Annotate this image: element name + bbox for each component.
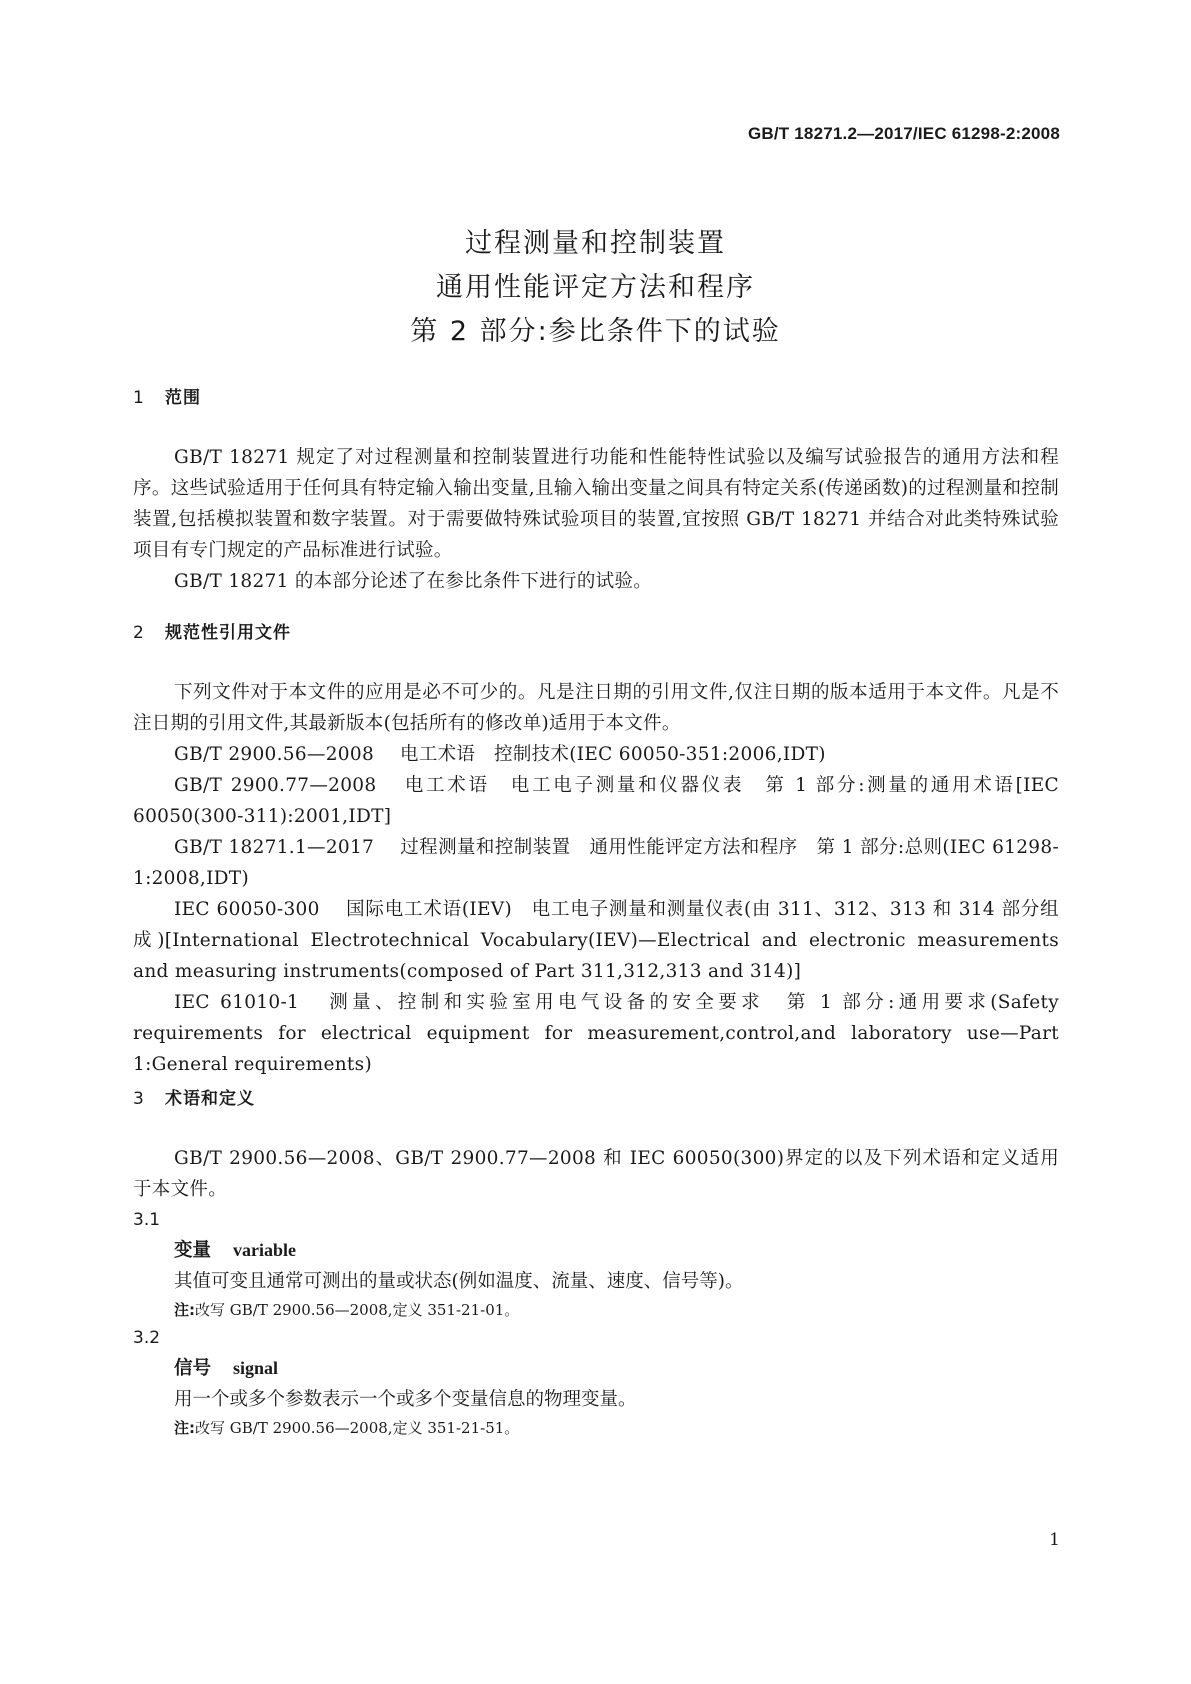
reference-code: GB/T 18271.1—2017: [174, 837, 375, 858]
reference-code: IEC 60050-300: [174, 899, 320, 920]
term-heading: [133, 1353, 1059, 1384]
standard-code: GB/T 18271.2—2017/IEC 61298-2:2008: [747, 124, 1060, 143]
page-number: 1: [1049, 1530, 1060, 1550]
note-text: 改写 GB/T 2900.56—2008,定义 351-21-01。: [195, 1301, 520, 1319]
reference-code: GB/T 2900.56—2008: [174, 744, 375, 765]
section-3-intro: GB/T 2900.56—2008、GB/T 2900.77—2008 和 IEC 60050(300)界定的以及下列术语和定义适用于本文件。: [133, 1148, 1059, 1200]
section-2-heading: [133, 618, 1059, 643]
title-line-2: 通用性能评定方法和程序: [436, 272, 755, 303]
term-definition: 其值可变且通常可测出的量或状态(例如温度、流量、速度、信号等)。: [174, 1271, 744, 1292]
reference-code: GB/T 2900.77—2008: [174, 775, 377, 796]
title-line-3: 第 2 部分:参比条件下的试验: [410, 316, 781, 347]
reference-text: 测量、控制和实验室用电气设备的安全要求 第 1 部分:通用要求(Safety requirements for electrical equipment for measurement,control,and laboratory use—Part 1:General requirements): [133, 992, 1059, 1075]
term-cn: 信号: [174, 1358, 212, 1379]
reference-item: [133, 770, 1059, 832]
section-1: [133, 383, 1059, 597]
term-definition: 用一个或多个参数表示一个或多个变量信息的物理变量。: [174, 1389, 637, 1410]
term-heading: [133, 1235, 1059, 1266]
term-number: 3.2: [133, 1328, 161, 1348]
section-3: [133, 1084, 1059, 1441]
section-3-title: 术语和定义: [165, 1089, 255, 1109]
section-2: [133, 618, 1059, 1080]
note-label: 注:: [174, 1301, 195, 1319]
reference-text: 国际电工术语(IEV) 电工电子测量和测量仪表(由 311、312、313 和 314 部分组成)[International Electrotechnical Vocabulary(IEV)—Electrical and electronic measurements and measuring instruments(composed of Part 311,312,313 and 314)]: [133, 899, 1059, 982]
reference-item: [133, 832, 1059, 894]
section-1-heading: [133, 383, 1059, 408]
section-1-paragraph: GB/T 18271 规定了对过程测量和控制装置进行功能和性能特性试验以及编写试验报告的通用方法和程序。这些试验适用于任何具有特定输入输出变量,且输入输出变量之间具有特定关系(传递函数)的过程测量和控制装置,包括模拟装置和数字装置。对于需要做特殊试验项目的装置,宜按照 GB/T 18271 并结合对此类特殊试验项目有专门规定的产品标准进行试验。: [133, 447, 1059, 561]
reference-item: [133, 894, 1059, 987]
section-1-number: 1: [133, 388, 145, 408]
section-2-title: 规范性引用文件: [165, 623, 291, 643]
section-1-paragraph: GB/T 18271 的本部分论述了在参比条件下进行的试验。: [174, 571, 653, 592]
term-number: 3.1: [133, 1210, 161, 1230]
reference-text: 电工术语 控制技术(IEC 60050-351:2006,IDT): [400, 744, 826, 765]
document-title: [0, 222, 1191, 354]
reference-code: IEC 61010-1: [174, 992, 300, 1013]
reference-text: 电工术语 电工电子测量和仪器仪表 第 1 部分:测量的通用术语[IEC 60050(300-311):2001,IDT]: [133, 775, 1059, 827]
note-text: 改写 GB/T 2900.56—2008,定义 351-21-51。: [195, 1419, 520, 1437]
reference-text: 过程测量和控制装置 通用性能评定方法和程序 第 1 部分:总则(IEC 61298-1:2008,IDT): [133, 837, 1059, 889]
note-label: 注:: [174, 1419, 195, 1437]
section-1-title: 范围: [165, 388, 201, 408]
term-note: [133, 1415, 1059, 1441]
title-line-1: 过程测量和控制装置: [465, 228, 726, 259]
reference-item: [133, 987, 1059, 1080]
term-en: variable: [233, 1240, 297, 1260]
section-2-number: 2: [133, 623, 145, 643]
term-cn: 变量: [174, 1240, 212, 1261]
reference-item: [133, 739, 1059, 770]
section-3-number: 3: [133, 1089, 145, 1109]
term-note: [133, 1297, 1059, 1323]
section-2-intro: 下列文件对于本文件的应用是必不可少的。凡是注日期的引用文件,仅注日期的版本适用于本文件。凡是不注日期的引用文件,其最新版本(包括所有的修改单)适用于本文件。: [133, 682, 1059, 734]
term-en: signal: [233, 1358, 279, 1378]
section-3-heading: [133, 1084, 1059, 1109]
